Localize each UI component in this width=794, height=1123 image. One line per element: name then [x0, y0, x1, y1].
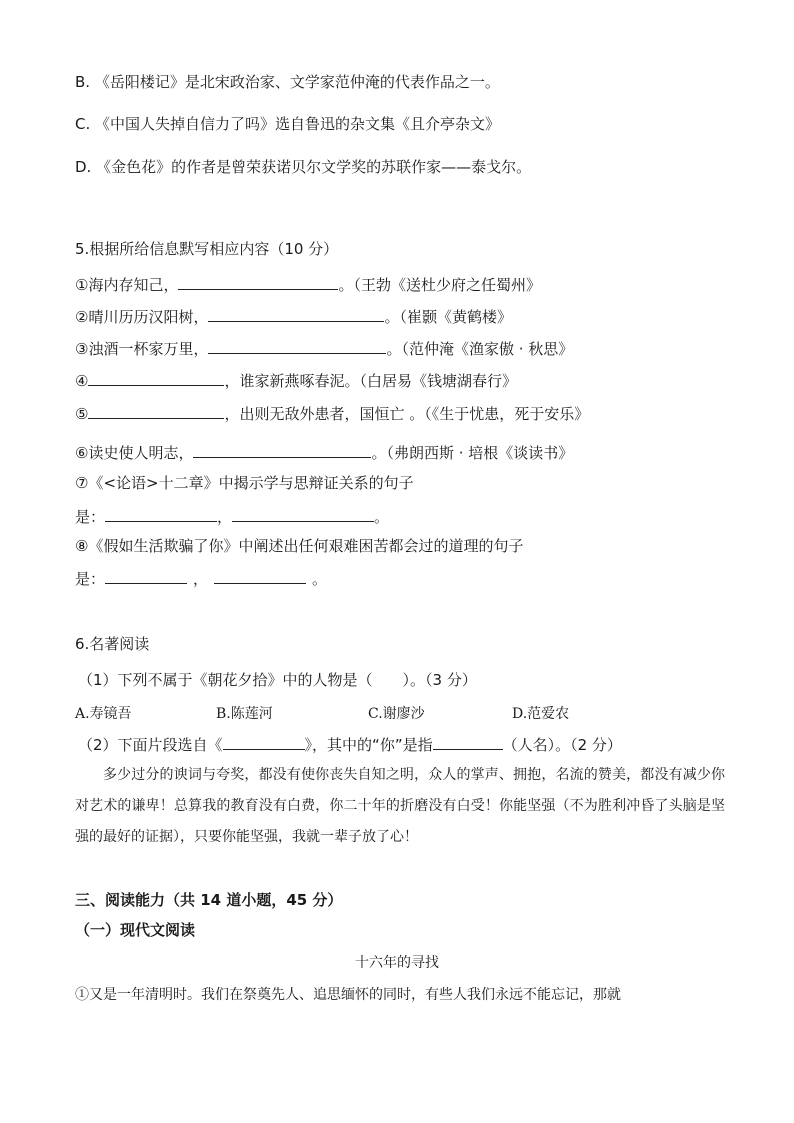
q6-sub2-pre: （2）下面片段选自《 [78, 736, 223, 754]
q5-item-4 [75, 370, 517, 391]
q5-item-7-pre: 是： [75, 508, 106, 526]
q6-sub2-blank-book[interactable] [223, 734, 305, 750]
q6-sub2-mid: 》，其中的“你”是指 [304, 736, 433, 754]
q6-sub2-post: （人名）。（2 分） [502, 736, 622, 754]
q5-item-5 [75, 403, 589, 424]
q5-item-7-line2 [75, 506, 389, 527]
section3-title: 三、阅读能力（共 14 道小题，45 分） [75, 891, 343, 909]
q5-item-3-post: 。（范仲淹《渔家傲 · 秋思》 [386, 340, 574, 358]
q5-item-1-post: 。（王勃《送杜少府之任蜀州》 [338, 276, 541, 294]
q4-option-c: C. 《中国人失掉自信力了吗》选自鲁迅的杂文集《且介亭杂文》 [75, 115, 501, 133]
q5-item-2-pre: ②晴川历历汉阳树， [75, 308, 209, 326]
q5-item-8-mid: ， [193, 570, 209, 588]
q6-option-d[interactable]: D.范爱农 [512, 706, 570, 722]
q5-item-7-blank-1[interactable] [105, 506, 217, 522]
q6-option-c[interactable]: C.谢廖沙 [368, 706, 425, 722]
q6-option-b[interactable]: B.陈莲河 [216, 706, 273, 722]
q5-item-6-pre: ⑥读史使人明志， [75, 444, 194, 462]
q5-item-2-blank[interactable] [208, 306, 384, 322]
q5-item-5-post: ，出则无敌外患者，国恒亡 。（《生于忧患，死于安乐》 [224, 405, 590, 423]
q5-item-4-blank[interactable] [88, 370, 224, 386]
q5-item-7-line1: ⑦《<论语>十二章》中揭示学与思辩证关系的句子 [75, 474, 414, 492]
q6-sub2 [78, 734, 622, 755]
q6-sub1: （1）下列不属于《朝花夕拾》中的人物是（ ）。（3 分） [78, 671, 477, 689]
q5-item-5-pre: ⑤ [75, 405, 89, 423]
q5-item-3-blank[interactable] [208, 338, 386, 354]
q6-title: 6.名著阅读 [75, 635, 150, 653]
q6-passage: 多少过分的谀词与夸奖，都没有使你丧失自知之明，众人的掌声、拥抱，名流的赞美，都没有减少你对艺术的谦卑！总算我的教育没有白费，你二十年的折磨没有白受！你能坚强（不为胜利冲昏了头脑是坚强的最好的证据），只要你能坚强，我就一辈子放了心！ [75, 767, 725, 845]
q5-item-6 [75, 442, 573, 463]
article-title: 十六年的寻找 [355, 955, 439, 971]
q5-item-8-blank-1[interactable] [105, 568, 187, 584]
q5-item-2-post: 。（崔颢《黄鹤楼》 [384, 308, 512, 326]
q4-option-b: B. 《岳阳楼记》是北宋政治家、文学家范仲淹的代表作品之一。 [75, 73, 500, 91]
q6-option-a[interactable]: A.寿镜吾 [75, 706, 132, 722]
q5-item-3 [75, 338, 573, 359]
q5-item-3-pre: ③浊酒一杯家万里， [75, 340, 209, 358]
q5-item-2 [75, 306, 512, 327]
q5-item-1-pre: ①海内存知己， [75, 276, 179, 294]
q5-item-7-mid: ， [217, 508, 233, 526]
q5-item-5-blank[interactable] [88, 403, 224, 419]
q6-sub2-blank-name[interactable] [433, 734, 503, 750]
q5-item-1-blank[interactable] [178, 274, 338, 290]
q5-title: 5.根据所给信息默写相应内容（10 分） [75, 240, 339, 258]
q5-item-6-post: 。（弗朗西斯 · 培根《谈读书》 [371, 444, 574, 462]
q5-item-7-blank-2[interactable] [232, 506, 374, 522]
q5-item-4-post: ，谁家新燕啄春泥。（白居易《钱塘湖春行》 [224, 372, 517, 390]
q5-item-8-line1: ⑧《假如生活欺骗了你》中阐述出任何艰难困苦都会过的道理的句子 [75, 537, 524, 555]
article-para-1: ①又是一年清明时。我们在祭奠先人、追思缅怀的同时，有些人我们永远不能忘记，那就 [75, 987, 621, 1003]
section3-subtitle: （一）现代文阅读 [75, 921, 196, 939]
q5-item-8-post: 。 [312, 570, 328, 588]
q5-item-8-blank-2[interactable] [214, 568, 306, 584]
q5-item-8-line2 [75, 568, 327, 589]
q5-item-6-blank[interactable] [193, 442, 371, 458]
q5-item-1 [75, 274, 541, 295]
q5-item-4-pre: ④ [75, 372, 89, 390]
q4-option-d: D. 《金色花》的作者是曾荣获诺贝尔文学奖的苏联作家——泰戈尔。 [75, 158, 532, 176]
q5-item-8-pre: 是： [75, 570, 106, 588]
q5-item-7-post: 。 [374, 508, 390, 526]
